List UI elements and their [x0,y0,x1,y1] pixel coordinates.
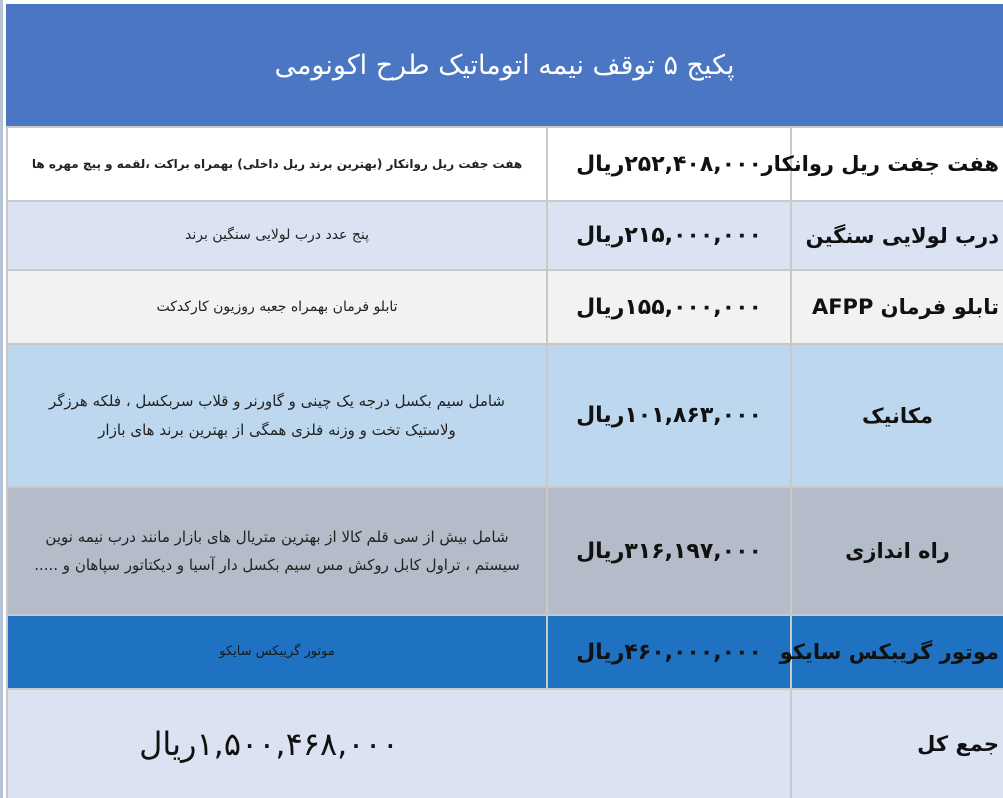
item-description: هفت جفت ریل روانکار (بهترین برند ریل داخلی) بهمراه براکت ،لقمه و پیچ مهره ها [6,128,546,200]
table-row [6,614,1003,688]
item-description: تابلو فرمان بهمراه جعبه روزیون کارکدکت [6,271,546,343]
item-price: ۲۵۲,۴۰۸,۰۰۰ریال [546,128,790,200]
total-row [6,688,1003,798]
item-price: ۴۶۰,۰۰۰,۰۰۰ریال [546,616,790,688]
total-value: ۱,۵۰۰,۴۶۸,۰۰۰ریال [6,690,790,798]
table-row [6,486,1003,614]
item-name: موتور گریبکس سایکو [790,616,1003,688]
item-price: ۱۰۱,۸۶۳,۰۰۰ریال [546,345,790,486]
table-row [6,343,1003,486]
item-price: ۳۱۶,۱۹۷,۰۰۰ریال [546,488,790,614]
table-row [6,269,1003,343]
page-title: پکیج ۵ توقف نیمه اتوماتیک طرح اکونومی [6,4,1003,126]
item-price: ۱۵۵,۰۰۰,۰۰۰ریال [546,271,790,343]
item-price: ۲۱۵,۰۰۰,۰۰۰ریال [546,202,790,269]
item-name: درب لولایی سنگین [790,202,1003,269]
item-name: مکانیک [790,345,1003,486]
item-name: هفت جفت ریل روانکار [790,128,1003,200]
table-row [6,126,1003,200]
total-label: جمع کل [790,690,1003,798]
table-row [6,200,1003,269]
item-description: شامل بیش از سی قلم کالا از بهترین متریال های بازار مانند درب نیمه نوین سیستم ، تراول کابل روکش مس سیم بکسل دار آسیا و دیکتاتور سپاهان و ..... [6,488,546,614]
item-description: موتور گریبکس سایکو [6,616,546,688]
item-name: راه اندازی [790,488,1003,614]
item-description: پنج عدد درب لولایی سنگین برند [6,202,546,269]
item-description: شامل سیم بکسل درجه یک چینی و گاورنر و قلاب سربکسل ، فلکه هرزگر ولاستیک تخت و وزنه فلزی همگی از بهترین برند های بازار [6,345,546,486]
item-name: تابلو فرمان AFPP [790,271,1003,343]
